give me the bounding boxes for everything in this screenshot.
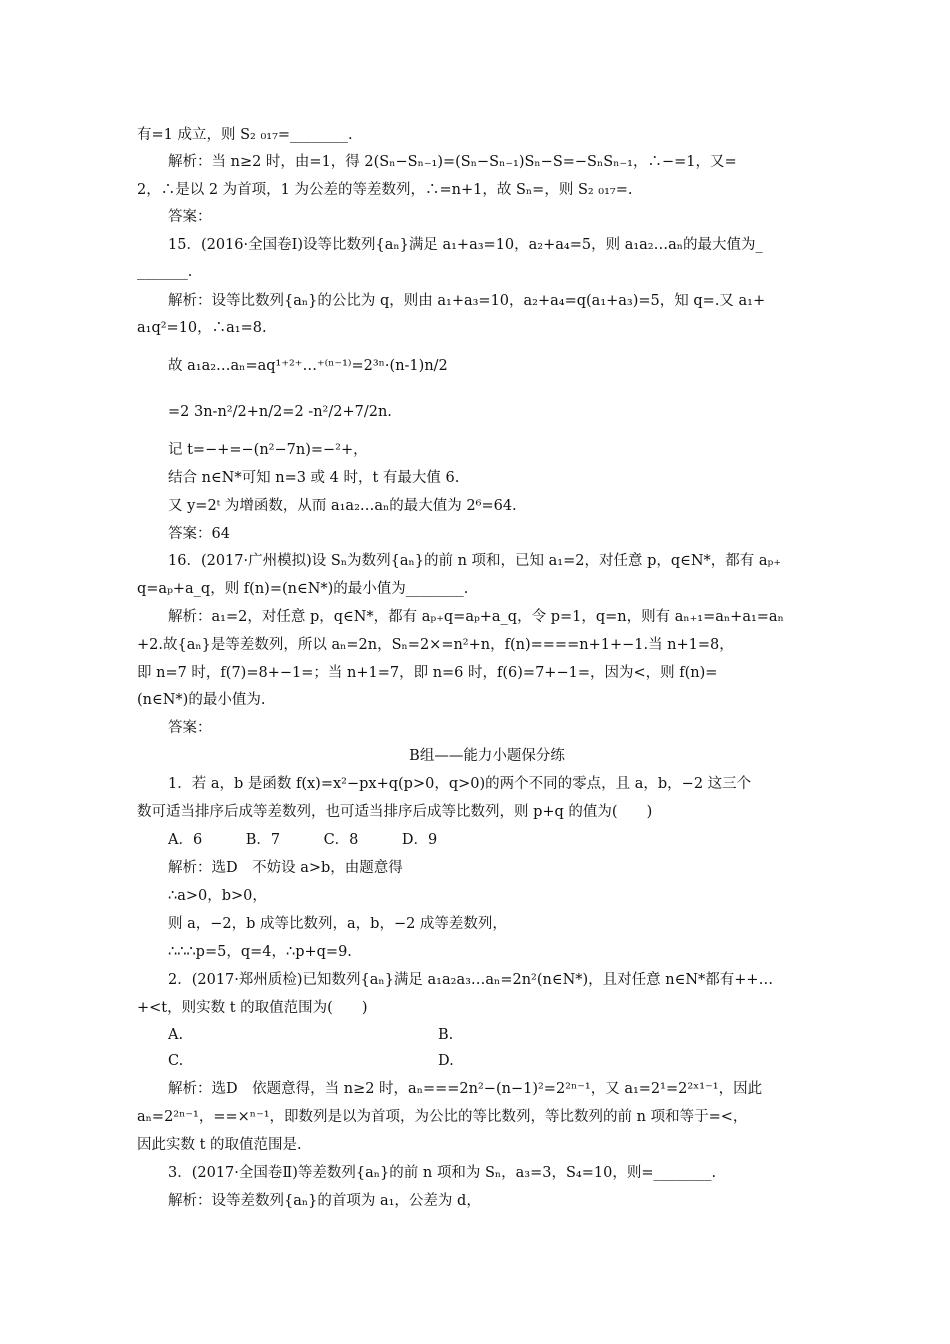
- text-line: 因此实数 t 的取值范围是.: [137, 1137, 302, 1153]
- formula-line: 故 a₁a₂…aₙ=aq¹⁺²⁺…⁺⁽ⁿ⁻¹⁾=2³ⁿ·(n-1)n/2: [168, 358, 448, 374]
- section-heading: B组——能力小题保分练: [409, 748, 565, 764]
- option-a: A.: [168, 1027, 184, 1043]
- text-line: +<t，则实数 t 的取值范围为( ): [137, 1000, 368, 1016]
- text-line: 解析：设等比数列{aₙ}的公比为 q，则由 a₁+a₃=10，a₂+a₄=q(a₁+a₃)=5，知 q=.又 a₁+: [168, 293, 766, 309]
- formula-line: =2 3n-n²/2+n/2=2 -n²/2+7/2n.: [168, 404, 392, 420]
- text-line: 记 t=−+=−(n²−7n)=−²+，: [168, 442, 368, 458]
- text-line: ∴a>0，b>0，: [168, 888, 267, 904]
- text-line: _______.: [137, 264, 193, 280]
- text-line: 答案：: [168, 720, 212, 736]
- text-line: 有=1 成立，则 S₂ ₀₁₇=________.: [137, 127, 353, 143]
- text-line: 数可适当排序后成等差数列，也可适当排序后成等比数列，则 p+q 的值为( ): [137, 804, 653, 820]
- text-line: ∴∴∴p=5，q=4，∴p+q=9.: [168, 944, 352, 960]
- question-15: 15．(2016·全国卷Ⅰ)设等比数列{aₙ}满足 a₁+a₃=10，a₂+a₄=5，则 a₁a₂…aₙ的最大值为_: [168, 237, 763, 253]
- text-line: 又 y=2ᵗ 为增函数，从而 a₁a₂…aₙ的最大值为 2⁶=64.: [168, 498, 517, 514]
- option-b: B.: [438, 1027, 454, 1043]
- text-line: 解析：选D 不妨设 a>b，由题意得: [168, 860, 403, 876]
- text-line: 则 a，−2，b 成等比数列，a，b，−2 成等差数列，: [168, 916, 507, 932]
- text-line: aₙ=2²ⁿ⁻¹，==×ⁿ⁻¹，即数列是以为首项，为公比的等比数列，等比数列的前 n 项和等于=<，: [137, 1109, 748, 1125]
- text-line: 解析：当 n≥2 时，由=1，得 2(Sₙ−Sₙ₋₁)=(Sₙ−Sₙ₋₁)Sₙ−S=−SₙSₙ₋₁，∴−=1，又=: [168, 154, 737, 170]
- option-c: C.: [168, 1053, 184, 1069]
- question-b1: 1．若 a，b 是函数 f(x)=x²−px+q(p>0，q>0)的两个不同的零点，且 a，b，−2 这三个: [168, 776, 752, 792]
- question-b3: 3．(2017·全国卷Ⅱ)等差数列{aₙ}的前 n 项和为 Sₙ，a₃=3，S₄=10，则=________.: [168, 1165, 717, 1181]
- text-line: 解析：设等差数列{aₙ}的首项为 a₁，公差为 d，: [168, 1193, 481, 1209]
- text-line: 解析：a₁=2，对任意 p，q∈N*，都有 aₚ₊q=aₚ+a_q，令 p=1，q=n，则有 aₙ₊₁=aₙ+a₁=aₙ: [168, 609, 784, 625]
- text-line: (n∈N*)的最小值为.: [137, 692, 266, 708]
- options-line: A．6 B．7 C．8 D．9: [168, 832, 438, 848]
- text-line: a₁q²=10，∴a₁=8.: [137, 320, 267, 336]
- text-line: 2，∴是以 2 为首项，1 为公差的等差数列，∴=n+1，故 Sₙ=，则 S₂ ₀₁₇=.: [137, 182, 633, 198]
- text-line: 即 n=7 时，f(7)=8+−1=；当 n+1=7，即 n=6 时，f(6)=7+−1=，因为<，则 f(n)=: [137, 665, 718, 681]
- text-line: 结合 n∈N*可知 n=3 或 4 时，t 有最大值 6.: [168, 470, 460, 486]
- text-line: +2.故{aₙ}是等差数列，所以 aₙ=2n，Sₙ=2×=n²+n，f(n)====n+1+−1.当 n+1=8，: [137, 637, 734, 653]
- text-line: 解析：选D 依题意得，当 n≥2 时，aₙ===2n²−(n−1)²=2²ⁿ⁻¹，又 a₁=2¹=2²ˣ¹⁻¹，因此: [168, 1081, 763, 1097]
- text-line: q=aₚ+a_q，则 f(n)=(n∈N*)的最小值为________.: [137, 581, 469, 597]
- question-16: 16．(2017·广州模拟)设 Sₙ为数列{aₙ}的前 n 项和，已知 a₁=2，对任意 p，q∈N*，都有 aₚ₊: [168, 553, 782, 569]
- text-line: 答案：: [168, 209, 212, 225]
- option-d: D.: [438, 1053, 454, 1069]
- question-b2: 2．(2017·郑州质检)已知数列{aₙ}满足 a₁a₂a₃…aₙ=2n²(n∈N*)，且对任意 n∈N*都有++…: [168, 972, 774, 988]
- text-line: 答案：64: [168, 526, 230, 542]
